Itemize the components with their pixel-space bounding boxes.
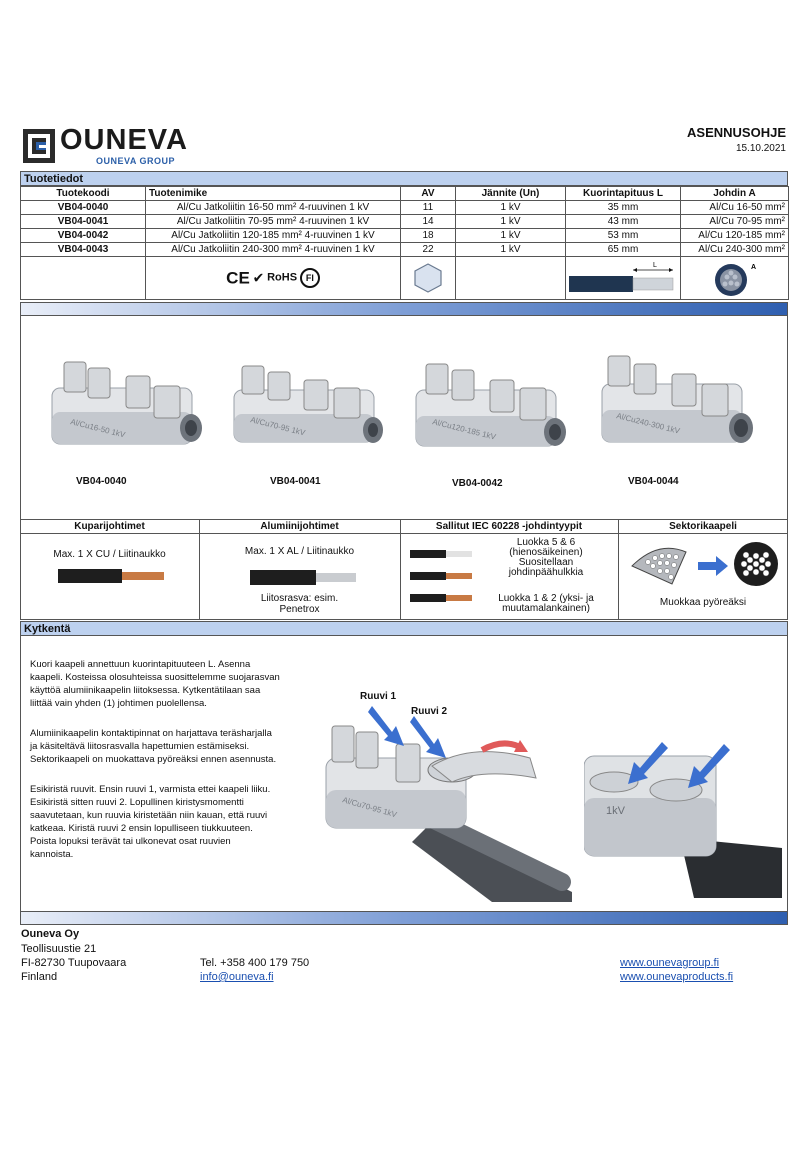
- table-row: [21, 215, 789, 229]
- cell-name: Al/Cu Jatkoliitin 16-50 mm² 4-ruuvinen 1 kV: [146, 201, 401, 215]
- para-line: katkeaa. Kiristä ruuvi 2 ensin lopulliseen tiukkuuteen.: [30, 823, 253, 834]
- header-aluminium: Alumiinijohtimet: [260, 521, 339, 532]
- section-header-connection: Kytkentä: [20, 621, 788, 636]
- fi-mark-icon: FI: [300, 268, 320, 288]
- document-date: 15.10.2021: [735, 143, 786, 154]
- instruction-para-3: [30, 783, 290, 861]
- screw-1-label: Ruuvi 1: [360, 691, 397, 702]
- cell-strip: 53 mm: [566, 229, 681, 243]
- para-line: Sektorikaapeli on muokattava pyöreäksi ennen asennusta.: [30, 754, 277, 765]
- iec-line: johdinpäähulkkia: [508, 567, 584, 578]
- para-line: Kuori kaapeli annettuun kuorintapituuteen L. Asenna: [30, 659, 251, 670]
- cell-conductor: Al/Cu 70-95 mm²: [681, 215, 789, 229]
- product-table-header: [21, 187, 789, 201]
- para-line: Alumiinikaapelin kontaktipinnat on harjattava teräsharjalla: [30, 728, 272, 739]
- cell-av: 22: [401, 243, 456, 257]
- footer-phone: Tel. +358 400 179 750: [200, 957, 310, 969]
- cell-code: VB04-0043: [21, 243, 146, 257]
- cell-conductor: Al/Cu 120-185 mm²: [681, 229, 789, 243]
- alu-note-line: Penetrox: [279, 604, 320, 615]
- photo-label: VB04-0041: [270, 476, 321, 487]
- rohs-mark-icon: RoHS: [267, 271, 298, 284]
- strip-length-icon: [569, 258, 677, 298]
- ce-mark-icon: CE: [226, 268, 250, 288]
- photo-label: VB04-0042: [452, 478, 503, 489]
- para-line: Esikiristä sitten ruuvi 2. Lopullinen kiristysmomentti: [30, 797, 244, 808]
- cell-strip: 35 mm: [566, 201, 681, 215]
- cell-strip: 43 mm: [566, 215, 681, 229]
- cell-name: Al/Cu Jatkoliitin 120-185 mm² 4-ruuvinen 1 kV: [146, 229, 401, 243]
- iec-line: Luokka 1 & 2 (yksi- ja: [498, 593, 594, 604]
- footer-email-link[interactable]: info@ouneva.fi: [200, 971, 274, 983]
- cell-av: 14: [401, 215, 456, 229]
- footer-web-link-group[interactable]: www.ounevagroup.fi: [620, 957, 720, 969]
- engraving-text: 1kV: [606, 805, 625, 817]
- photo-label: VB04-0044: [628, 476, 679, 487]
- footer-postal: FI-82730 Tuupovaara: [21, 957, 127, 969]
- cell-voltage: 1 kV: [456, 215, 566, 229]
- header-copper: Kuparijohtimet: [74, 521, 145, 532]
- strip-length-label: L: [653, 262, 657, 269]
- iec-line: Luokka 5 & 6: [516, 537, 576, 548]
- footer-web-link-products[interactable]: www.ounevaproducts.fi: [620, 971, 734, 983]
- cert-marks-cell: [146, 257, 401, 300]
- iec-line: Suositellaan: [518, 557, 574, 568]
- footer-divider-band: [20, 911, 788, 925]
- table-row: [21, 243, 789, 257]
- cell-voltage: 1 kV: [456, 229, 566, 243]
- photo-label: VB04-0040: [76, 476, 127, 487]
- table-row-icons: [21, 257, 789, 300]
- engraving-text: Al/Cu16-50 1kV: [69, 417, 127, 440]
- hex-key-icon: [413, 262, 443, 294]
- engraving-text: Al/Cu240-300 1kV: [615, 411, 681, 436]
- col-header: Jännite (Un): [456, 187, 566, 201]
- engraving-text: Al/Cu70-95 1kV: [341, 795, 398, 820]
- brand-name: OUNEVA: [60, 124, 188, 156]
- cell-code: VB04-0040: [21, 201, 146, 215]
- cell-name: Al/Cu Jatkoliitin 70-95 mm² 4-ruuvinen 1 kV: [146, 215, 401, 229]
- header-iec: Sallitut IEC 60228 -johdintyypit: [435, 521, 583, 532]
- col-header: Johdin A: [681, 187, 789, 201]
- aluminium-cable-icon: [250, 570, 356, 585]
- cell-conductor: Al/Cu 16-50 mm²: [681, 201, 789, 215]
- iec-class-1-2: [470, 594, 622, 614]
- section-divider-band: [20, 302, 788, 316]
- ouneva-logo-icon: [22, 128, 56, 164]
- conductor-cell: [681, 257, 789, 300]
- footer-street: Teollisuustie 21: [21, 943, 97, 955]
- para-line: liittää vain yhden (1) johtimen puolellensa.: [30, 698, 207, 709]
- document-title: ASENNUSOHJE: [687, 125, 786, 140]
- conductor-cross-section-icon: [685, 258, 785, 298]
- check-mark-icon: ✔: [252, 269, 265, 286]
- col-header: Kuorintapituus L: [566, 187, 681, 201]
- hexagon-cell: [401, 257, 456, 300]
- col-header: Tuotekoodi: [21, 187, 146, 201]
- sector-to-round-icon: [628, 538, 784, 592]
- strip-length-cell: [566, 257, 681, 300]
- iec-class-5-6: [470, 538, 622, 578]
- para-line: saavutetaan, kun ruuvia kiristetään niin kauan, että ruuvi: [30, 810, 268, 821]
- cell-strip: 65 mm: [566, 243, 681, 257]
- cell-voltage: 1 kV: [456, 243, 566, 257]
- header-sector: Sektorikaapeli: [669, 521, 737, 532]
- connector-vb04-0042-icon: [410, 358, 570, 468]
- alu-note-line: Liitosrasva: esim.: [260, 593, 339, 604]
- col-header: AV: [401, 187, 456, 201]
- table-row: [21, 229, 789, 243]
- instruction-para-1: [30, 658, 290, 710]
- cell-voltage: 1 kV: [456, 201, 566, 215]
- cell-conductor: Al/Cu 240-300 mm²: [681, 243, 789, 257]
- cell-name: Al/Cu Jatkoliitin 240-300 mm² 4-ruuvinen 1 kV: [146, 243, 401, 257]
- conductor-label: A: [751, 264, 757, 271]
- para-line: ja käsiteltävä liitosrasvalla hapettumien estämiseksi.: [30, 741, 250, 752]
- table-row: [21, 201, 789, 215]
- closeup-illustration-icon: [584, 738, 782, 898]
- alu-note: [199, 593, 400, 615]
- section-header-product-info: Tuotetiedot: [20, 171, 788, 186]
- aluminium-text: Max. 1 X AL / Liitinaukko: [244, 546, 355, 557]
- copper-text: Max. 1 X CU / Liitinaukko: [53, 549, 166, 560]
- para-line: kaapeli. Kosteissa olosuhteissa suosittelemme suojarasvan: [30, 672, 280, 683]
- sector-text: Muokkaa pyöreäksi: [659, 597, 747, 608]
- screw-2-label: Ruuvi 2: [411, 706, 448, 717]
- para-line: käyttöä alumiinikaapelin liitoksessa. Kytkentätilaan saa: [30, 685, 261, 696]
- connector-vb04-0044-icon: [596, 352, 756, 462]
- cell-code: VB04-0041: [21, 215, 146, 229]
- product-table: [20, 186, 789, 300]
- cell-code: VB04-0042: [21, 229, 146, 243]
- copper-cable-icon: [58, 569, 164, 583]
- col-header: Tuotenimike: [146, 187, 401, 201]
- cell-av: 11: [401, 201, 456, 215]
- para-line: Esikiristä ruuvit. Ensin ruuvi 1, varmista ettei kaapeli liiku.: [30, 784, 271, 795]
- engraving-text: Al/Cu70-95 1kV: [249, 415, 307, 438]
- cell-av: 18: [401, 229, 456, 243]
- instruction-para-2: [30, 727, 290, 766]
- engraving-text: Al/Cu120-185 1kV: [431, 417, 497, 442]
- iec-line: (hienosäikeinen): [509, 547, 583, 558]
- connector-vb04-0040-icon: [46, 350, 206, 460]
- iec-line: muutamalankainen): [502, 603, 590, 614]
- footer-company: Ouneva Oy: [21, 928, 80, 940]
- connector-vb04-0041-icon: [228, 360, 388, 470]
- para-line: kannoista.: [30, 849, 74, 860]
- installation-illustration-icon: [322, 702, 582, 902]
- brand-subtitle: OUNEVA GROUP: [96, 156, 176, 166]
- para-line: Poista lopuksi terävät tai ulkonevat osat ruuvien: [30, 836, 231, 847]
- footer-country: Finland: [21, 971, 58, 983]
- iec-cable-icons: [410, 548, 472, 608]
